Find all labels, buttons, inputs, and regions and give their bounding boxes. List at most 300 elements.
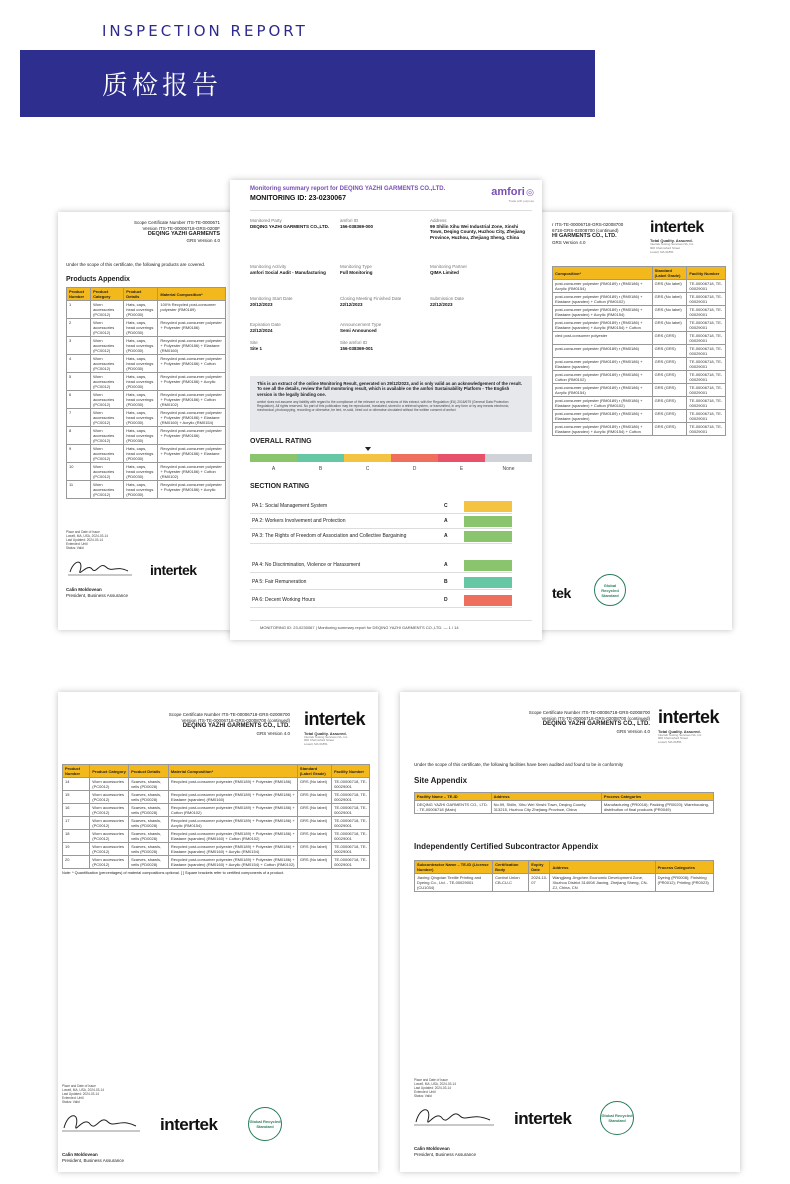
signer-title: President, Business Assurance — [62, 1158, 125, 1163]
table-cell: Recycled post-consumer polyester (RM0189) + Polyester (RM0186) + Elastane (spandex) (RM0160) + Acrylic (RM0154) — [168, 843, 297, 856]
grs-version: GRS Version 4.0 — [256, 730, 290, 736]
field-value: 22/12/2023 — [430, 301, 453, 307]
table-row — [553, 410, 726, 423]
detail-field — [340, 340, 422, 351]
table-row — [63, 817, 370, 830]
detail-field — [340, 296, 422, 307]
detail-field — [340, 264, 422, 275]
grs-version: GRS Version 4.0 — [186, 238, 220, 244]
table-cell: Scarves, shawls, veils (PD0028) — [129, 791, 169, 804]
table-row — [553, 384, 726, 397]
field-value: 156-038369-000 — [340, 223, 374, 229]
table-cell: post-consumer polyester (RM0189) r (RM0186) — [553, 345, 653, 358]
table-cell: 1 — [67, 301, 91, 319]
field-label: Closing Meeting Finished Date — [340, 296, 402, 301]
intertek-logo: intertek — [650, 219, 704, 236]
amfori-logo: amfori — [491, 186, 525, 198]
products-table — [62, 764, 370, 869]
field-label: Address — [430, 218, 447, 223]
table-row — [63, 856, 370, 869]
section-grade: D — [444, 596, 448, 603]
products-table — [552, 266, 726, 436]
table-cell: Recycled post-consumer polyester + Polyester (RM0186) + Acrylic — [158, 481, 226, 499]
table-cell: Recycled post-consumer polyester (RM0189) + Polyester (RM0186) + Elastane (spandex) (RM0160) — [168, 791, 297, 804]
table-cell: TE-00006718, TE-00029001 — [687, 332, 726, 345]
table-row — [553, 397, 726, 410]
table-row — [553, 423, 726, 436]
column-header: Product Details — [124, 288, 158, 301]
table-cell: Worn accessories (PC0012) — [90, 791, 129, 804]
table-row — [63, 791, 370, 804]
scope-line-2: 6718-GRS-02008700 (continued) — [552, 227, 619, 233]
detail-field — [250, 218, 332, 229]
table-cell: Recycled post-consumer polyester + Polyester (RM0186) + Elastane (RM0160) — [158, 337, 226, 355]
subcontractor-table — [414, 860, 714, 892]
table-cell: TE-00006718, TE-00029001 — [687, 410, 726, 423]
rating-label: B — [318, 466, 323, 472]
table-cell: Worn accessories (PC0012) — [91, 409, 124, 427]
divider — [250, 210, 532, 211]
table-row — [553, 280, 726, 293]
disclaimer-text: amfori does not assume any liability with regard to the compliance of the relevant or any versions of this extract, with the Regulation (EU) 2016/679 (General Data Protection Regulation). All rights reserved. No part of this publication may be reproduced, translated, stored in a retrieval system, or transmitted, in any form or by any means electronic, mechanical, photocopying, recording or otherwise, be lent, re-sold, hired out or otherwise circulated without the written consent of amfori. — [257, 400, 510, 413]
intertek-address: Intertek Testing Services NA, Inc. 900 Chelmsford Street Lowell, MA 01851 — [658, 732, 703, 744]
table-cell: DEQING YAZHI GARMENTS CO., LTD. - TE-00006718 (Main) — [415, 801, 492, 814]
subcontractor-appendix-title: Independently Certified Subcontractor Appendix — [414, 842, 599, 851]
rating-label: None — [502, 466, 515, 472]
overall-rating-labels — [250, 466, 532, 472]
column-header: Process Categories — [601, 793, 713, 801]
table-row — [67, 355, 226, 373]
rating-segment — [250, 454, 297, 462]
grade-swatch — [464, 577, 512, 588]
grade-swatch — [464, 560, 512, 571]
table-cell: GRS (No label) — [652, 293, 687, 306]
amfori-tagline: Trade with purpose — [508, 198, 534, 203]
table-cell: post-consumer polyester (RM0189) r (RM0186) + Elastane (spandex) — [553, 358, 653, 371]
table-cell: 3 — [67, 337, 91, 355]
table-cell: Worn accessories (PC0012) — [91, 391, 124, 409]
table-row — [553, 332, 726, 345]
table-cell: Recycled post-consumer polyester + Polyester (RM0186) + Acrylic — [158, 373, 226, 391]
table-cell: Worn accessories (PC0012) — [91, 337, 124, 355]
grade-swatch — [464, 595, 512, 606]
table-cell: TE-00006718, TE-00029001 — [687, 293, 726, 306]
column-header: Material Composition* — [158, 288, 226, 301]
signature-image — [412, 1104, 496, 1130]
table-cell: GRS (No label) — [297, 830, 331, 843]
table-cell: GRS (GRS) — [652, 410, 687, 423]
scope-intro: Under the scope of this certificate, the following products are covered. — [66, 262, 206, 267]
global-recycled-standard-seal: Global Recycled Standard — [594, 574, 626, 606]
table-cell: Worn accessories (PC0012) — [90, 843, 129, 856]
table-cell: TE-00006718, TE-00029001 — [687, 280, 726, 293]
column-header: Subcontractor Name – TE-ID (License Number) — [415, 861, 493, 874]
rating-segment — [297, 454, 344, 462]
field-value: 20/12/2023 — [250, 301, 273, 307]
table-cell: 11 — [67, 481, 91, 499]
table-cell: Wangjiang Jingchen Economic Development Zone, Xiuzhou District 314008 Jiaxing, Zhejiang Sheng, CN-ZJ, China, CN — [550, 874, 655, 892]
table-cell: Hats, caps, head coverings (PD0030) — [124, 463, 158, 481]
table-cell: post-consumer polyester (RM0189) r (RM0186) + Elastane (spandex) + Cotton (RM0102) — [553, 397, 653, 410]
column-header: Product Number — [67, 288, 91, 301]
table-cell: GRS (GRS) — [652, 397, 687, 410]
intertek-address: Intertek Testing Services NA, Inc. 900 Chelmsford Street Lowell, MA 01851 — [304, 734, 349, 746]
table-cell: GRS (No label) — [652, 280, 687, 293]
section-rating-row — [250, 576, 512, 590]
detail-field — [250, 340, 332, 351]
detail-field — [430, 296, 530, 307]
table-cell: Hats, caps, head coverings (PD0030) — [124, 373, 158, 391]
table-cell: TE-00006718, TE-00029001 — [687, 371, 726, 384]
table-cell: GRS (No label) — [297, 791, 331, 804]
table-row — [415, 801, 714, 814]
table-cell: Recycled post-consumer polyester + Polyester (RM0186) + Cotton — [158, 355, 226, 373]
table-cell: Worn accessories (PC0012) — [91, 463, 124, 481]
scope-line-2: Version ITS-TE-00006718-GRS-02008700 (continued) — [181, 717, 290, 723]
table-row — [553, 319, 726, 332]
intertek-logo-footer: intertek — [160, 1115, 218, 1134]
table-cell: Recycled post-consumer polyester (RM0189) + Polyester (RM0186) + Elastane (spandex) (RM0160) + Cotton (RM0102) — [168, 830, 297, 843]
table-cell: GRS (No label) — [297, 856, 331, 869]
grade-swatch — [464, 531, 512, 542]
table-cell: Worn accessories (PC0012) — [91, 445, 124, 463]
table-cell: TE-00006718, TE-00029001 — [687, 306, 726, 319]
table-cell: No.99, Shilin, Xihu Wei Xinshi Town, Deqing County, 313215, Huzhou City Zhejiang Province, China — [491, 801, 601, 814]
table-cell: TE-00006718, TE-00029001 — [332, 856, 370, 869]
field-value: 22/12/2023 — [340, 301, 363, 307]
intertek-logo: intertek — [658, 707, 720, 727]
table-cell: GRS (GRS) — [652, 332, 687, 345]
field-value: Full Monitoring — [340, 269, 373, 275]
table-cell: post-consumer polyester (RM0189) r (RM0186) + Elastane (spandex) + Acrylic (RM0154) — [553, 306, 653, 319]
table-cell: 2 — [67, 319, 91, 337]
table-row — [63, 843, 370, 856]
table-cell: 17 — [63, 817, 90, 830]
table-row — [553, 358, 726, 371]
table-row — [67, 301, 226, 319]
table-cell: GRS (GRS) — [652, 423, 687, 436]
table-cell: 5 — [67, 373, 91, 391]
appendix-title: Products Appendix — [66, 276, 130, 283]
table-cell: cled post-consumer polyester — [553, 332, 653, 345]
column-header: Product Details — [129, 765, 169, 778]
section-name: PA 3: The Rights of Freedom of Association and Collective Bargaining — [252, 533, 407, 540]
rating-segment — [391, 454, 438, 462]
global-recycled-standard-seal: Global Recycled Standard — [600, 1101, 634, 1135]
table-cell: Recycled post-consumer polyester (RM0189) + Polyester (RM0186) — [168, 778, 297, 791]
section-rating-row — [250, 500, 512, 514]
rating-label: A — [271, 466, 276, 472]
signer-name: Calin Moldovean — [66, 587, 102, 592]
table-cell: TE-00006718, TE-00029001 — [687, 423, 726, 436]
signer-title: President, Business Assurance — [414, 1152, 477, 1157]
column-header: Facility Name – TE-ID — [415, 793, 492, 801]
table-cell: Worn accessories (PC0012) — [91, 319, 124, 337]
table-row — [67, 391, 226, 409]
certificate-page-products-continued-2 — [58, 692, 378, 1172]
signature-image — [60, 1110, 142, 1136]
table-row — [415, 874, 714, 892]
section-grade: A — [444, 561, 448, 568]
intertek-tagline: Total Quality. Assured. — [658, 728, 701, 734]
column-header: Standard (Label Grade) — [652, 267, 687, 280]
table-cell: Scarves, shawls, veils (PD0028) — [129, 843, 169, 856]
title-banner — [20, 50, 595, 117]
scope-line-2: Version ITS-TE-00006718-GRS-02008700 (continued) — [541, 715, 650, 721]
table-cell: Recycled post-consumer polyester + Polyester (RM0186) + Elastane (RM0160) + Acrylic (RM0154) — [158, 409, 226, 427]
table-cell: Manufacturing (PR0016); Packing (PR0020); Warehousing, distribution of final products (PR0049) — [601, 801, 713, 814]
table-cell: 2024-10-07 — [529, 874, 550, 892]
field-value: Site 1 — [250, 345, 263, 351]
table-row — [63, 804, 370, 817]
table-cell: GRS (GRS) — [652, 358, 687, 371]
section-rating-list — [250, 500, 512, 610]
table-row — [63, 830, 370, 843]
rating-segment — [485, 454, 532, 462]
company-name: DEQING YAZHI GARMENTS CO., LTD. — [542, 721, 650, 728]
table-cell: Recycled post-consumer polyester + Polyester (RM0186) + Cotton (RM0102) — [158, 391, 226, 409]
field-label: Site — [250, 340, 258, 345]
table-row — [67, 463, 226, 481]
column-header: Composition* — [553, 267, 653, 280]
detail-field — [340, 322, 422, 333]
field-label: Monitoring Start Date — [250, 296, 293, 301]
rating-label: C — [365, 466, 370, 472]
table-cell: TE-00006718, TE-00029001 — [687, 345, 726, 358]
signer-name: Calin Moldovean — [62, 1152, 98, 1157]
section-grade: C — [444, 503, 448, 510]
field-label: Monitored Party — [250, 218, 282, 223]
field-value: Semi Announced — [340, 327, 377, 333]
section-name: PA 5: Fair Remuneration — [252, 579, 307, 586]
detail-field — [250, 296, 332, 307]
report-title: Monitoring summary report for DEQING YAZHI GARMENTS CO.,LTD. — [250, 186, 446, 192]
scope-line-1: r ITS-TE-00006718-GRS-02008700 — [552, 222, 624, 227]
detail-field — [250, 322, 332, 333]
report-footer: MONITORING ID: 23-0230067 | Monitoring summary report for DEQING YAZHI GARMENTS CO.,LTD. — 1 / 14 — [260, 625, 459, 630]
column-header: Product Number — [63, 765, 90, 778]
table-cell: post-consumer polyester (RM0189) r (RM0186) + Elastane (spandex) — [553, 410, 653, 423]
rating-label: D — [412, 466, 417, 472]
column-header: Product Category — [90, 765, 129, 778]
table-cell: 19 — [63, 843, 90, 856]
table-cell: Worn accessories (PC0012) — [91, 373, 124, 391]
issue-block: Place and Date of Issue Lowell, MA, USA, 2024-03-14 Last Updated: 2024-03-14 Extended: Until Status: Valid — [66, 530, 108, 550]
table-cell: GRS (No label) — [297, 804, 331, 817]
section-name: PA 4: No Discrimination, Violence or Harassment — [252, 561, 361, 568]
grade-swatch — [464, 516, 512, 527]
column-header: Process Categories — [655, 861, 713, 874]
table-cell: 4 — [67, 355, 91, 373]
table-cell: Recycled post-consumer polyester (RM0189) + Polyester (RM0186) + Cotton (RM0102) — [168, 804, 297, 817]
table-cell: 8 — [67, 427, 91, 445]
site-table — [414, 792, 714, 814]
field-label: Monitoring Partner — [430, 264, 468, 269]
column-header: Facility Number — [332, 765, 370, 778]
table-cell: Worn accessories (PC0012) — [91, 301, 124, 319]
section-grade: A — [444, 518, 448, 525]
table-cell: Hats, caps, head coverings (PD0030) — [124, 319, 158, 337]
footer-divider — [250, 620, 532, 621]
signer-title: President, Business Assurance — [66, 593, 129, 598]
section-grade: B — [444, 579, 448, 586]
table-cell: Hats, caps, head coverings (PD0030) — [124, 391, 158, 409]
field-value: 156-038369-001 — [340, 345, 374, 351]
table-cell: Scarves, shawls, veils (PD0028) — [129, 830, 169, 843]
table-cell: Worn accessories (PC0012) — [91, 427, 124, 445]
column-header: Material Composition* — [168, 765, 297, 778]
field-value: 22/12/2024 — [250, 327, 273, 333]
issue-block: Place and Date of Issue Lowell, MA, USA, 2024-03-14 Last Updated: 2024-03-14 Extended: Until Status: Valid — [62, 1084, 104, 1104]
table-cell: 10 — [67, 463, 91, 481]
table-cell: GRS (GRS) — [652, 384, 687, 397]
intertek-logo: intertek — [150, 562, 197, 578]
column-header: Facility Number — [687, 267, 726, 280]
field-value: 99 Shilin Xihu Wei Industrial Zone, Xinshi Town, Deqing County, Huzhou City, Zhejiang Province, Huzhou, Zhejiang Sheng, China — [430, 223, 525, 240]
table-cell: Hats, caps, head coverings (PD0030) — [124, 481, 158, 499]
table-cell: TE-00006718, TE-00029001 — [687, 397, 726, 410]
table-row — [553, 345, 726, 358]
field-label: Monitoring Activity — [250, 264, 287, 269]
page-title: 质检报告 — [102, 71, 223, 101]
column-header: Expiry Date — [529, 861, 550, 874]
grs-version: GRS Version 4.0 — [552, 240, 586, 246]
intertek-tagline: Total Quality. Assured. — [650, 238, 693, 243]
detail-field — [340, 218, 422, 229]
rating-segment — [344, 454, 391, 462]
signer-name: Calin Moldovean — [414, 1146, 450, 1151]
scope-line-1: Scope Certificate Number ITS-TE-00006718-GRS-02008700 — [168, 712, 290, 717]
products-table — [66, 287, 226, 499]
table-row — [553, 306, 726, 319]
table-cell: Recycled post-consumer polyester + Polyester (RM0186) — [158, 319, 226, 337]
table-row — [553, 293, 726, 306]
section-rating-title: SECTION RATING — [250, 483, 310, 490]
table-cell: TE-00006718, TE-00029001 — [332, 778, 370, 791]
header-subtitle: INSPECTION REPORT — [102, 22, 308, 40]
table-cell: GRS (No label) — [297, 843, 331, 856]
table-cell: Scarves, shawls, veils (PD0028) — [129, 856, 169, 869]
table-cell: Recycled post-consumer polyester + Polyester (RM0186) + Elastane — [158, 445, 226, 463]
overall-rating-bar — [250, 454, 532, 462]
table-cell: 6 — [67, 391, 91, 409]
table-cell: post-consumer polyester (RM0189) r (RM0186) + Elastane (spandex) + Cotton (RM0102) — [553, 293, 653, 306]
section-name: PA 1: Social Management System — [252, 503, 328, 510]
company-name: DEQING YAZHI GARMENTS — [147, 231, 220, 238]
global-recycled-standard-seal: Global Recycled Standard — [248, 1107, 282, 1141]
table-cell: TE-00006718, TE-00029001 — [687, 358, 726, 371]
table-cell: 100% Recycled post-consumer polyester (RM0189) — [158, 301, 226, 319]
table-row — [67, 337, 226, 355]
table-cell: 16 — [63, 804, 90, 817]
field-value: DEQING YAZHI GARMENTS CO.,LTD. — [250, 223, 330, 229]
amfori-mark-icon: ◎ — [526, 187, 534, 197]
table-cell: 9 — [67, 445, 91, 463]
section-rating-row — [250, 515, 512, 529]
table-cell: GRS (No label) — [297, 778, 331, 791]
section-name: PA 2: Workers Involvement and Protection — [252, 518, 346, 525]
table-row — [67, 319, 226, 337]
overall-rating-title: OVERALL RATING — [250, 438, 312, 445]
table-cell: TE-00006718, TE-00029001 — [687, 384, 726, 397]
table-cell: TE-00006718, TE-00029001 — [332, 830, 370, 843]
intertek-address: Intertek Testing Services NA, Inc. 900 Chelmsford Street Lowell, MA 01851 — [650, 242, 695, 254]
site-appendix-title: Site Appendix — [414, 776, 468, 785]
section-rating-row — [250, 559, 512, 573]
section-rating-row — [250, 594, 512, 608]
table-cell: Recycled post-consumer polyester (RM0189) + Polyester (RM0186) + Acrylic (RM0154) — [168, 817, 297, 830]
column-header: Address — [550, 861, 655, 874]
table-cell: post-consumer polyester (RM0189) r (RM0186) + Cotton (RM0102) — [553, 371, 653, 384]
grade-swatch — [464, 501, 512, 512]
table-cell: Worn accessories (PC0012) — [90, 778, 129, 791]
table-cell: GRS (GRS) — [652, 371, 687, 384]
table-cell: 20 — [63, 856, 90, 869]
field-label: amfori ID — [340, 218, 359, 223]
column-header: Product Category — [91, 288, 124, 301]
table-cell: GRS (No label) — [652, 319, 687, 332]
table-cell: Scarves, shawls, veils (PD0028) — [129, 804, 169, 817]
field-label: Announcement Type — [340, 322, 382, 327]
table-row — [67, 445, 226, 463]
table-cell: Hats, caps, head coverings (PD0030) — [124, 409, 158, 427]
scope-intro: Under the scope of this certificate, the following facilities have been audited and found to be in conformity — [414, 762, 624, 767]
field-value: amfori Social Audit - Manufacturing — [250, 269, 326, 275]
extract-notice — [250, 376, 532, 432]
certificate-page-products-continued — [532, 212, 732, 630]
table-cell: Worn accessories (PC0012) — [90, 830, 129, 843]
table-cell: Hats, caps, head coverings (PD0030) — [124, 355, 158, 373]
table-cell: Worn accessories (PC0012) — [90, 856, 129, 869]
table-cell: Jiaxing Qingxian Textile Printing and Dyeing Co., Ltd. - TE-00029001 (CU1034) — [415, 874, 493, 892]
section-rating-row — [250, 530, 512, 544]
scope-line-1: Scope Certificate Number ITS-TE-0000671 — [133, 220, 220, 225]
table-cell: Recycled post-consumer polyester (RM0189) + Polyester (RM0186) + Elastane (spandex) (RM0160) + Acrylic (RM0154) + Cotton (RM0102) — [168, 856, 297, 869]
signature-image — [66, 557, 136, 579]
section-name: PA 6: Decent Working Hours — [252, 596, 316, 603]
table-cell: 15 — [63, 791, 90, 804]
intertek-tagline: Total Quality. Assured. — [304, 730, 347, 736]
table-cell: GRS (No label) — [652, 306, 687, 319]
detail-field — [250, 264, 332, 275]
column-header: Address — [491, 793, 601, 801]
table-cell: post-consumer polyester (RM0189) r (RM0186) + Acrylic (RM0154) — [553, 280, 653, 293]
table-cell: TE-00006718, TE-00029001 — [332, 817, 370, 830]
table-cell: Worn accessories (PC0012) — [91, 355, 124, 373]
table-cell: Worn accessories (PC0012) — [90, 804, 129, 817]
table-cell: Hats, caps, head coverings (PD0030) — [124, 337, 158, 355]
scope-line-2: Version ITS-TE-00006718-GRS-0200F — [142, 225, 220, 231]
table-row — [67, 409, 226, 427]
intertek-logo-footer: intertek — [514, 1109, 572, 1128]
rating-label: E — [459, 466, 464, 472]
table-cell: 7 — [67, 409, 91, 427]
issue-block: Place and Date of Issue Lowell, MA, USA, 2024-03-14 Last Updated: 2024-03-14 Extended: Until Status: Valid — [414, 1078, 456, 1098]
table-row — [63, 778, 370, 791]
table-cell: Hats, caps, head coverings (PD0030) — [124, 445, 158, 463]
composition-note: Note: * Quantification (percentages) of material compositions optional. [ ] Square brackets refer to certified components of a product. — [62, 871, 285, 875]
table-cell: Scarves, shawls, veils (PD0028) — [129, 817, 169, 830]
table-cell: Recycled post-consumer polyester + Polyester (RM0186) — [158, 427, 226, 445]
rating-pointer-icon — [365, 447, 371, 451]
company-name: DEQING YAZHI GARMENTS CO., LTD. — [182, 723, 290, 730]
table-cell: Worn accessories (PC0012) — [90, 817, 129, 830]
intertek-logo-footer: tek — [552, 585, 571, 601]
table-cell: Scarves, shawls, veils (PD0028) — [129, 778, 169, 791]
scope-line-1: Scope Certificate Number ITS-TE-00006718-GRS-02008700 — [528, 710, 650, 715]
table-cell: post-consumer polyester (RM0189) r (RM0186) + Elastane (spandex) + Acrylic (RM0154) + Cotton — [553, 423, 653, 436]
detail-field — [430, 264, 530, 275]
